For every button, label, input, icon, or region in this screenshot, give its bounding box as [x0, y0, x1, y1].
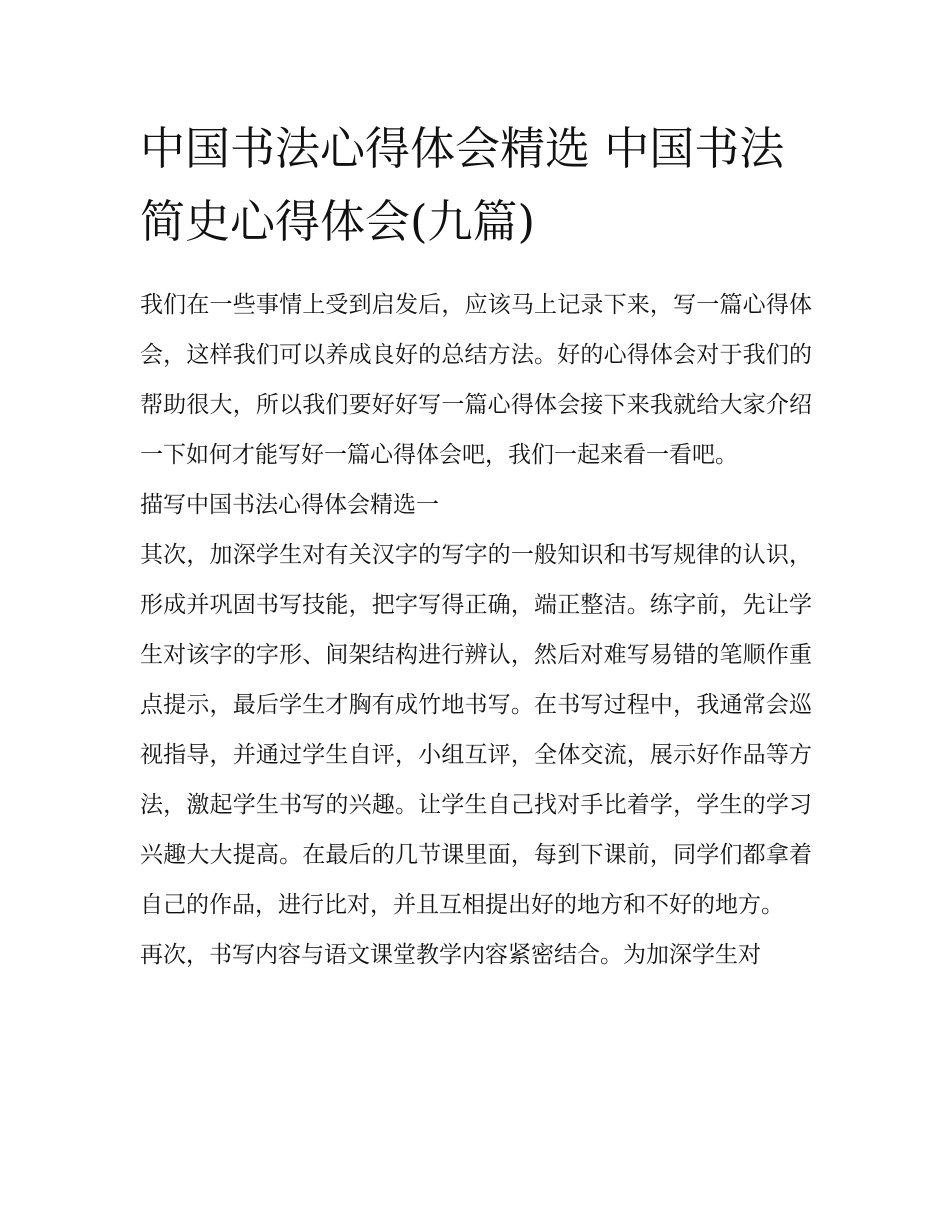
- document-page: [140, 112, 812, 980]
- section-heading: 描写中国书法心得体会精选一: [140, 492, 439, 518]
- document-title: 中国书法心得体会精选 中国书法简史心得体会(九篇): [140, 122, 785, 248]
- body-paragraph-2: 再次，书写内容与语文课堂教学内容紧密结合。为加深学生对: [140, 942, 761, 968]
- body-paragraph-1: 其次，加深学生对有关汉字的写字的一般知识和书写规律的认识，形成并巩固书写技能，把字写得正确，端正整洁。练字前，先让学生对该字的字形、间架结构进行辨认，然后对难写易错的笔顺作重点提示，最后学生才胸有成竹地书写。在书写过程中，我通常会巡视指导，并通过学生自评，小组互评，全体交流，展示好作品等方法，激起学生书写的兴趣。让学生自己找对手比着学，学生的学习兴趣大大提高。在最后的几节课里面，每到下课前，同学们都拿着自己的作品，进行比对，并且互相提出好的地方和不好的地方。: [140, 542, 812, 918]
- intro-paragraph: 我们在一些事情上受到启发后，应该马上记录下来，写一篇心得体会，这样我们可以养成良好的总结方法。好的心得体会对于我们的帮助很大，所以我们要好好写一篇心得体会接下来我就给大家介绍一下如何才能写好一篇心得体会吧，我们一起来看一看吧。: [140, 292, 812, 468]
